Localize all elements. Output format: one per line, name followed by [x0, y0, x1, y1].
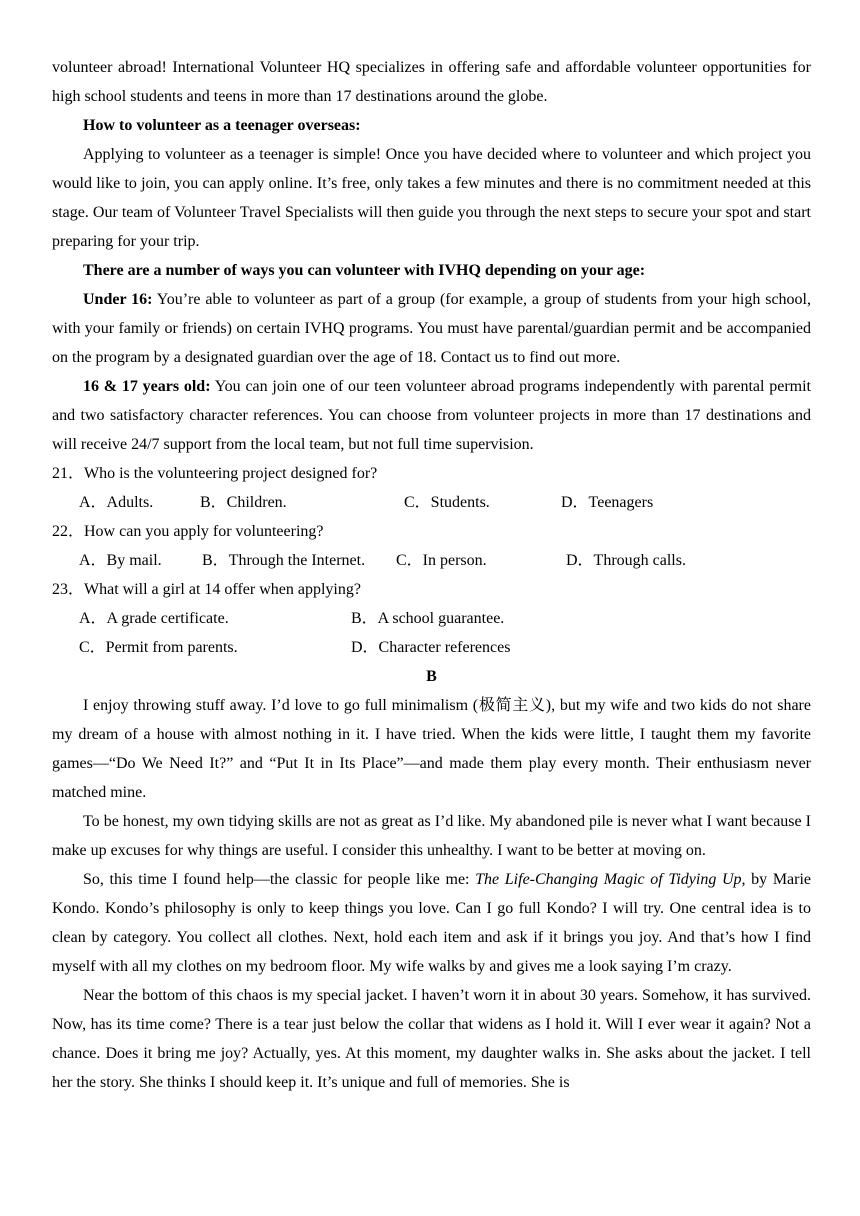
- document-page: [52, 53, 811, 1097]
- question-23-option-c: C．Permit from parents.: [79, 639, 238, 656]
- question-22-option-b: B．Through the Internet.: [202, 552, 366, 569]
- question-22-option-d: D．Through calls.: [566, 552, 686, 569]
- under-16-label: Under 16:: [83, 291, 153, 308]
- passage-b-paragraph-3-start: So, this time I found help—the classic for people like me:: [83, 871, 476, 888]
- how-to-volunteer-paragraph: Applying to volunteer as a teenager is simple! Once you have decided where to volunteer and which project you would like to join, you can apply online. It’s free, only takes a few minutes and there is no commitment needed at this stage. Our team of Volunteer Travel Specialists will then guide you through the next steps to secure your spot and start preparing for your trip.: [52, 146, 811, 250]
- question-22-options: [52, 546, 811, 575]
- passage-b-paragraph-1: I enjoy throwing stuff away. I’d love to go full minimalism (极简主义), but my wife and two kids do not share my dream of a house with almost nothing in it. I have tried. When the kids were little, I taught them my favorite games—“Do We Need It?” and “Put It in Its Place”—and made them play every month. Their enthusiasm never matched mine.: [52, 697, 811, 801]
- passage-a-intro: volunteer abroad! International Volunteer HQ specializes in offering safe and affordable volunteer opportunities for high school students and teens in more than 17 destinations around the globe.: [52, 59, 811, 105]
- passage-b-paragraph-3-rest: , by Marie Kondo. Kondo’s philosophy is only to keep things you love. Can I go full Kondo? I will try. One central idea is to clean by category. You collect all clothes. Next, hold each item and ask if it brings you joy. And that’s how I find myself with all my clothes on my bedroom floor. My wife walks by and gives me a look saying I’m crazy.: [52, 871, 812, 975]
- question-22-option-a: A．By mail.: [79, 552, 162, 569]
- age-16-17-text: You can join one of our teen volunteer abroad programs independently with parental permit and two satisfactory character references. You can choose from volunteer projects in more than 17 destinations and will receive 24/7 support from the local team, but not full time supervision.: [52, 378, 811, 453]
- question-22-option-c: C．In person.: [396, 552, 487, 569]
- passage-b-paragraph-4: Near the bottom of this chaos is my special jacket. I haven’t worn it in about 30 years. Somehow, it has survived. Now, has its time come? There is a tear just below the collar that widens as I hold it. Will I ever wear it again? Not a chance. Does it bring me joy? Actually, yes. At this moment, my daughter walks in. She asks about the jacket. I tell her the story. She thinks I should keep it. It’s unique and full of memories. She is: [52, 987, 811, 1091]
- question-23-stem: 23．What will a girl at 14 offer when applying?: [52, 581, 361, 598]
- age-16-17-label: 16 & 17 years old:: [83, 378, 211, 395]
- passage-b-label: B: [426, 668, 437, 685]
- heading-how-to-volunteer: How to volunteer as a teenager overseas:: [83, 117, 361, 134]
- question-21-option-b: B．Children.: [200, 494, 287, 511]
- question-23-options-row-1: [52, 604, 811, 633]
- question-21-stem: 21．Who is the volunteering project designed for?: [52, 465, 378, 482]
- question-21-option-c: C．Students.: [404, 494, 490, 511]
- heading-ways-to-volunteer: There are a number of ways you can volunteer with IVHQ depending on your age:: [83, 262, 646, 279]
- question-21-option-a: A．Adults.: [79, 494, 154, 511]
- question-21-option-d: D．Teenagers: [561, 494, 654, 511]
- under-16-paragraph: [52, 285, 811, 372]
- question-23-option-b: B．A school guarantee.: [351, 610, 505, 627]
- passage-b-paragraph-2: To be honest, my own tidying skills are not as great as I’d like. My abandoned pile is never what I want because I make up excuses for why things are useful. I consider this unhealthy. I want to be better at moving on.: [52, 813, 811, 859]
- under-16-text: You’re able to volunteer as part of a group (for example, a group of students from your high school, with your family or friends) on certain IVHQ programs. You must have parental/guardian permit and be accompanied on the program by a designated guardian over the age of 18. Contact us to find out more.: [52, 291, 812, 366]
- question-22-stem: 22．How can you apply for volunteering?: [52, 523, 324, 540]
- book-title: The Life-Changing Magic of Tidying Up: [475, 871, 742, 888]
- age-16-17-paragraph: [52, 372, 811, 459]
- question-23-option-a: A．A grade certificate.: [79, 610, 229, 627]
- question-23-option-d: D．Character references: [351, 639, 511, 656]
- passage-b-paragraph-3: [52, 865, 811, 981]
- question-23-options-row-2: [52, 633, 811, 662]
- question-21-options: [52, 488, 811, 517]
